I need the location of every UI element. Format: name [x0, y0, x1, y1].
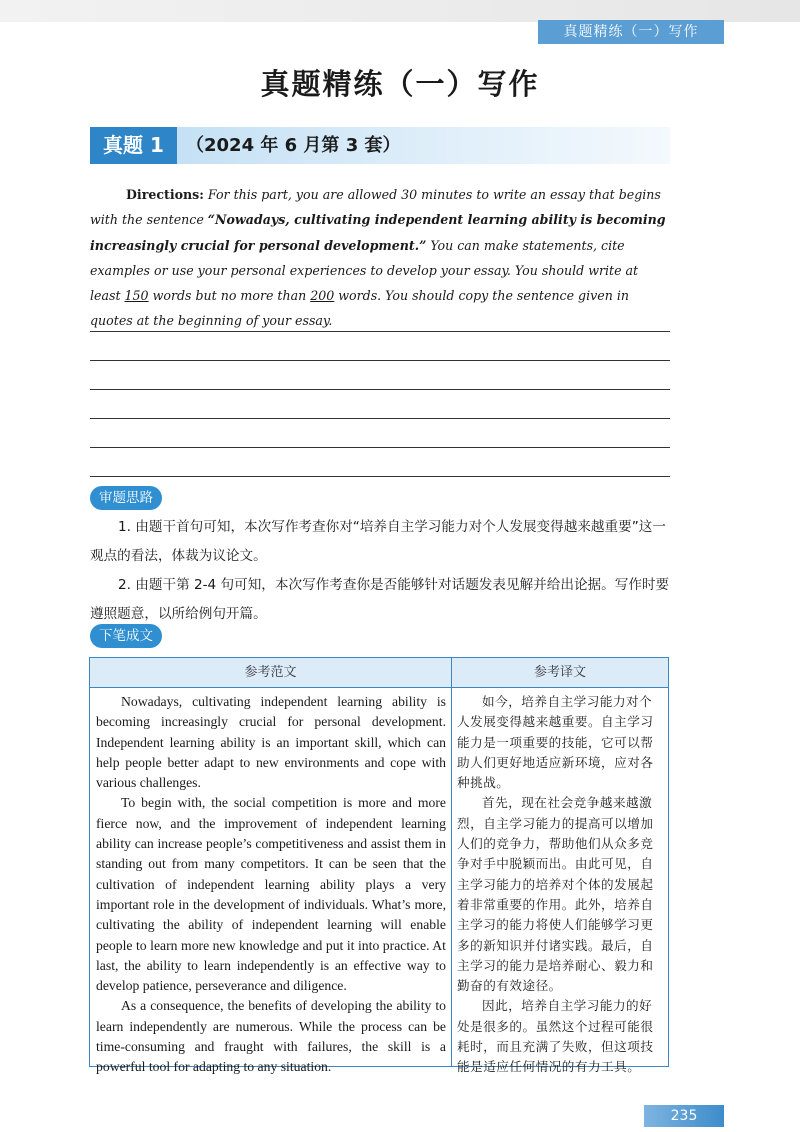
min-words: 150 — [124, 288, 149, 304]
directions-part-2: You can make statements, cite examples or use your personal experiences to develop your essay. You should write at least — [90, 237, 639, 304]
analysis-tag: 审题思路 — [90, 486, 162, 510]
directions-part-1: For this part, you are allowed 30 minutes to write an essay that begins with the sentence — [90, 187, 661, 228]
answer-line — [90, 360, 670, 361]
english-essay-body — [90, 688, 451, 1078]
max-words: 200 — [310, 288, 335, 304]
english-essay-header: 参考范文 — [90, 658, 451, 688]
question-tag: 真题 1 — [90, 127, 177, 164]
english-paragraph: Nowadays, cultivating independent learning ability is becoming increasingly crucial for personal development. Independent learning ability is an important skill, which can help people better adapt to new environments and cope with various challenges. — [96, 694, 446, 791]
answer-line — [90, 418, 670, 419]
sample-essay-table — [89, 657, 669, 1075]
chinese-translation-body — [452, 688, 668, 1078]
analysis-point-2: 2. 由题干第 2-4 句可知，本次写作考查你是否能够针对话题发表见解并给出论据。写作时要遵照题意，以所给例句开篇。 — [90, 577, 670, 622]
section-header-tab: 真题精练（一）写作 — [538, 20, 724, 44]
directions-label: Directions: — [126, 187, 204, 202]
directions-part-3: words but no more than — [148, 288, 311, 304]
page-number: 235 — [644, 1105, 724, 1127]
answer-line — [90, 331, 670, 332]
english-paragraph: As a consequence, the benefits of developing the ability to learn independently are numerous. While the process can be time-consuming and fraught with failures, the skill is a powerful tool for adapting to any situation. — [96, 998, 446, 1075]
chinese-translation-header: 参考译文 — [452, 658, 668, 688]
analysis-point-1: 1. 由题干首句可知，本次写作考查你对“培养自主学习能力对个人发展变得越来越重要”这一观点的看法，体裁为议论文。 — [90, 519, 666, 564]
top-decorative-strip — [0, 0, 800, 22]
directions-quote: “Nowadays, cultivating independent learning ability is becoming increasingly crucial for personal development.” — [90, 212, 666, 253]
answer-line — [90, 447, 670, 448]
english-paragraph: To begin with, the social competition is more and more fierce now, and the improvement of independent learning ability can increase people’s competitiveness and assist them in standing out from many competitors. It can be seen that the cultivation of independent learning ability plays a very important role in the development of individuals. What’s more, cultivating the ability of independent learning will enable people to learn more new knowledge and put it into practice. At last, the ability to learn independently is an effective way to develop patience, perseverance and diligence. — [96, 795, 446, 994]
chinese-paragraph: 因此，培养自主学习能力的好处是很多的。虽然这个过程可能很耗时，而且充满了失败，但这项技能是适应任何情况的有力工具。 — [457, 998, 654, 1075]
page-title: 真题精练（一）写作 — [260, 67, 540, 101]
chinese-paragraph: 如今，培养自主学习能力对个人发展变得越来越重要。自主学习能力是一项重要的技能，它可以帮助人们更好地适应新环境，应对各种挑战。 — [457, 694, 654, 791]
writing-tag: 下笔成文 — [90, 624, 162, 648]
answer-line — [90, 476, 670, 477]
question-source: （2024 年 6 月第 3 套） — [186, 135, 401, 156]
english-essay-column — [90, 658, 452, 1075]
directions-part-4: words. You should copy the sentence given in quotes at the beginning of your essay. — [90, 288, 629, 329]
chinese-paragraph: 首先，现在社会竞争越来越激烈，自主学习能力的提高可以增加人们的竞争力，帮助他们从众多竞争对手中脱颖而出。由此可见，自主学习能力的培养对个体的发展起着非常重要的作用。此外，培养自主学习的能力将使人们能够学习更多的新知识并付诸实践。最后，自主学习的能力是培养耐心、毅力和勤奋的有效途径。 — [457, 795, 654, 994]
question-banner — [90, 127, 670, 164]
chinese-translation-column — [452, 658, 668, 1075]
answer-line — [90, 389, 670, 390]
directions-text — [90, 182, 670, 334]
